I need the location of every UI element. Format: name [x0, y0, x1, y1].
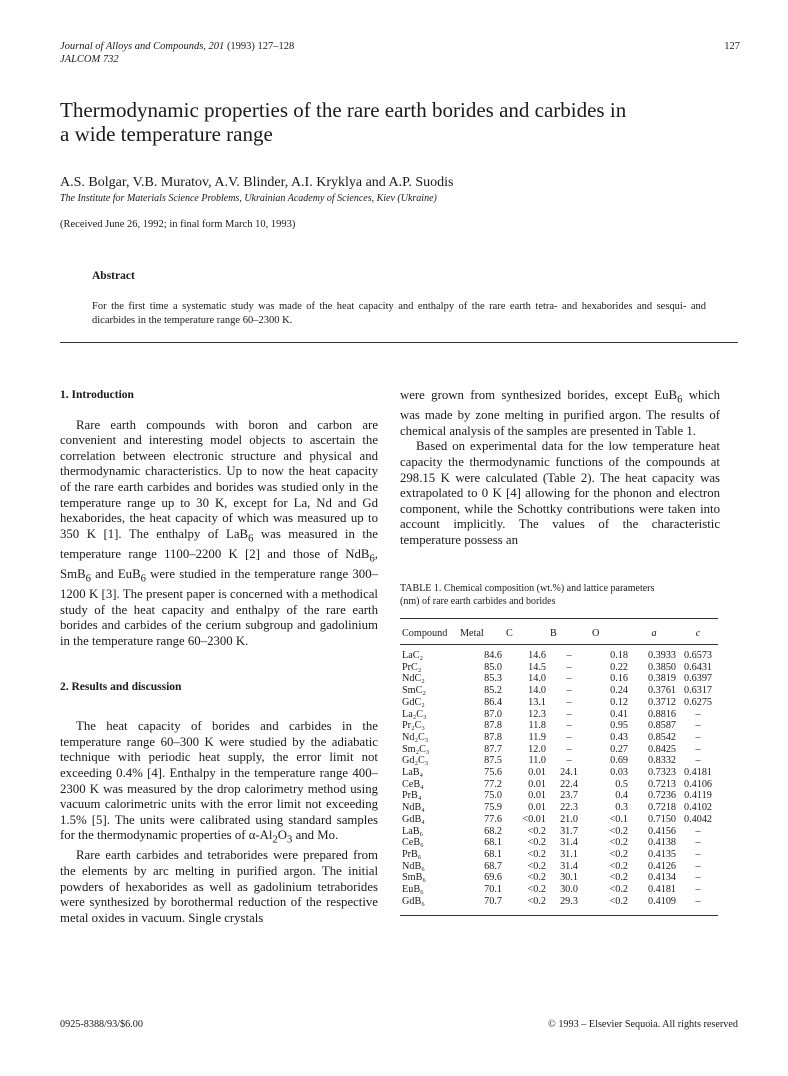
table-cell: <0.2	[609, 884, 628, 896]
table-cell: 0.8587	[647, 720, 676, 732]
results-paragraph: Rare earth carbides and tetraborides were prepared from the elements by arc melting in purified argon. The initial powders of hexaborides as well as gadolinium tetraborides were synthesized by borothermal reduction of the respective metal oxides in vacuum. Single crystals	[60, 848, 378, 925]
table-cell: <0.2	[527, 872, 546, 884]
table-cell: 0.4106	[683, 778, 712, 790]
table-cell: 87.8	[484, 720, 502, 732]
table-row	[400, 779, 718, 791]
composition-table	[400, 624, 718, 907]
table-cell: –	[566, 755, 572, 767]
table-cell: <0.2	[609, 872, 628, 884]
compound-cell: EuB₆	[402, 884, 424, 896]
table-row	[400, 826, 718, 838]
table-row	[400, 697, 718, 709]
table-row	[400, 755, 718, 767]
table-cell: 0.3	[615, 802, 628, 814]
title-line: Thermodynamic properties of the rare earth borides and carbides in	[60, 98, 627, 122]
table-cell: 31.7	[560, 825, 578, 837]
table-cell: 13.1	[528, 696, 546, 708]
table-cell: 21.0	[560, 813, 578, 825]
table-cell: <0.2	[609, 825, 628, 837]
table-row	[400, 732, 718, 744]
table-caption-line: (nm) of rare earth carbides and borides	[400, 596, 556, 607]
table-cell: 0.6431	[683, 661, 712, 673]
table-cell: 0.4042	[683, 813, 712, 825]
compound-cell: NdB₄	[402, 802, 425, 814]
compound-cell: PrB₄	[402, 790, 422, 802]
table-cell: –	[566, 650, 572, 661]
title-line: a wide temperature range	[60, 122, 273, 146]
table-cell: –	[566, 731, 572, 743]
table-cell: 29.3	[560, 895, 578, 907]
table-cell: –	[695, 720, 701, 732]
copyright-notice: © 1993 – Elsevier Sequoia. All rights reserved	[548, 1019, 738, 1030]
results-paragraph: The heat capacity of borides and carbides in the temperature range 60–300 K were studied by the adiabatic technique with periodic heat supply, the error limit not exceeding 0.4% [4]. Enthalpy in the temperature range 400–2300 K was measured by the drop calorimetry method using vacuum calorimetric units with the error limit not exceeding 1.5% [5]. The units were calibrated using standard samples for the thermodynamic properties of $\alpha-Al_2O_3$ and Mo.	[60, 719, 378, 846]
journal-name: Journal of Alloys and Compounds, 201	[60, 41, 225, 52]
table-cell: <0.1	[609, 813, 628, 825]
table-cell: 75.0	[484, 790, 502, 802]
compound-cell: LaB₆	[402, 825, 424, 837]
compound-cell: NdC₂	[402, 673, 425, 685]
table-cell: 23.7	[560, 790, 578, 802]
table-cell: 30.1	[560, 872, 578, 884]
table-cell: 0.4135	[647, 848, 676, 860]
table-cell: 22.4	[560, 778, 578, 790]
table-cell: <0.2	[609, 848, 628, 860]
table-cell: 86.4	[484, 696, 502, 708]
table-row	[400, 884, 718, 896]
table-cell: 0.01	[528, 790, 546, 802]
table-cell: 68.7	[484, 860, 502, 872]
table-cell: 0.4138	[647, 837, 676, 849]
table-cell: –	[695, 743, 701, 755]
table-row	[400, 709, 718, 721]
table-cell: 31.4	[560, 837, 578, 849]
table-cell: 0.4156	[647, 825, 676, 837]
compound-cell: CeB₆	[402, 837, 424, 849]
table-cell: 0.01	[528, 767, 546, 779]
compound-cell: CeB₄	[402, 778, 424, 790]
table-cell: 14.0	[528, 685, 546, 697]
table-row	[400, 837, 718, 849]
table-cell: 0.4181	[683, 767, 712, 779]
table-row	[400, 673, 718, 685]
table-row	[400, 814, 718, 826]
abstract-heading: Abstract	[92, 270, 135, 282]
compound-cell: Nd₂C₃	[402, 731, 429, 743]
table-cell: <0.2	[527, 837, 546, 849]
table-cell: 0.8816	[647, 708, 676, 720]
table-cell: 0.4119	[684, 790, 712, 802]
journal-reference	[60, 40, 294, 53]
table-cell: 0.3850	[647, 661, 676, 673]
table-cell: 75.9	[484, 802, 502, 814]
table-cell: 70.1	[484, 884, 502, 896]
table-cell: 12.3	[528, 708, 546, 720]
compound-cell: GdB₄	[402, 813, 425, 825]
table-cell: –	[695, 731, 701, 743]
table-cell: 0.4126	[647, 860, 676, 872]
table-cell: 68.2	[484, 825, 502, 837]
paper-title	[60, 98, 760, 146]
table-cell: 22.3	[560, 802, 578, 814]
table-cell: 0.12	[610, 696, 628, 708]
compound-cell: LaB₄	[402, 767, 424, 779]
table-cell: –	[695, 884, 701, 896]
affiliation: The Institute for Materials Science Problems, Ukrainian Academy of Sciences, Kiev (Ukraine)	[60, 193, 437, 204]
table-cell: 0.6573	[683, 650, 712, 661]
left-column	[60, 388, 378, 926]
table-cell: 84.6	[484, 650, 502, 661]
col-header: O	[590, 624, 630, 645]
table-cell: 31.1	[560, 848, 578, 860]
table-row	[400, 662, 718, 674]
col-header: C	[504, 624, 548, 645]
compound-cell: GdC₂	[402, 696, 425, 708]
table-cell: 0.8542	[647, 731, 676, 743]
section-heading-results: 2. Results and discussion	[60, 680, 182, 693]
table-cell: –	[695, 837, 701, 849]
table-cell: 11.9	[528, 731, 546, 743]
table-cell: –	[695, 872, 701, 884]
table-cell: 0.4181	[647, 884, 676, 896]
table-cell: 70.7	[484, 895, 502, 907]
table-cell: 0.16	[610, 673, 628, 685]
table-cell: 0.7213	[647, 778, 676, 790]
table-row	[400, 767, 718, 779]
table-cell: 24.1	[560, 767, 578, 779]
table-cell: 85.3	[484, 673, 502, 685]
table-cell: 0.8425	[647, 743, 676, 755]
col-header: Compound	[400, 624, 458, 645]
col-header: B	[548, 624, 590, 645]
table-cell: 0.69	[610, 755, 628, 767]
table-row	[400, 645, 718, 662]
table-cell: 77.6	[484, 813, 502, 825]
abstract-divider	[60, 342, 738, 343]
table-cell: 0.5	[615, 778, 628, 790]
table-cell: –	[695, 895, 701, 907]
journal-year-pages: (1993) 127–128	[226, 41, 295, 52]
jalcom-id: JALCOM 732	[60, 54, 119, 65]
compound-cell: Pr₂C₃	[402, 720, 425, 732]
col-header: a	[630, 624, 678, 645]
table-cell: 14.5	[528, 661, 546, 673]
table-cell: 0.18	[610, 650, 628, 661]
table-row	[400, 896, 718, 908]
table-cell: 85.0	[484, 661, 502, 673]
table-cell: 0.4102	[683, 802, 712, 814]
table-row	[400, 744, 718, 756]
table-cell: 14.0	[528, 673, 546, 685]
compound-cell: Sm₂C₃	[402, 743, 430, 755]
table-cell: 0.3761	[647, 685, 676, 697]
body-paragraph: were grown from synthesized borides, except EuB$_6$ which was made by zone melting in purified argon. The results of chemical analysis of the samples are presented in Table 1.	[400, 388, 720, 438]
table-cell: <0.2	[527, 860, 546, 872]
table-cell: 0.3933	[647, 650, 676, 661]
table-cell: –	[566, 661, 572, 673]
table-cell: 30.0	[560, 884, 578, 896]
table-cell: 0.8332	[647, 755, 676, 767]
table-row	[400, 802, 718, 814]
abstract-text: For the first time a systematic study was made of the heat capacity and enthalpy of the rare earth tetra- and hexaborides and sesqui- and dicarbides in the temperature range 60–2300 K.	[92, 301, 706, 326]
table-cell: <0.2	[609, 895, 628, 907]
compound-cell: PrB₆	[402, 848, 422, 860]
issn-price: 0925-8388/93/$6.00	[60, 1019, 143, 1030]
table-cell: 0.6275	[683, 696, 712, 708]
table-cell: 11.0	[528, 755, 546, 767]
table-cell: 12.0	[528, 743, 546, 755]
col-header: Metal	[458, 624, 504, 645]
table-cell: 75.6	[484, 767, 502, 779]
table-cell: <0.2	[609, 860, 628, 872]
table-cell: –	[695, 860, 701, 872]
table-cell: 0.27	[610, 743, 628, 755]
table-caption	[400, 582, 740, 608]
table-cell: 14.6	[528, 650, 546, 661]
table-cell: 87.7	[484, 743, 502, 755]
table-row	[400, 849, 718, 861]
table-cell: <0.2	[527, 848, 546, 860]
table-row	[400, 720, 718, 732]
compound-cell: SmB₆	[402, 872, 426, 884]
table-cell: 0.4134	[647, 872, 676, 884]
table-cell: –	[566, 696, 572, 708]
col-header: c	[678, 624, 718, 645]
table-row	[400, 861, 718, 873]
table-cell: 0.03	[610, 767, 628, 779]
table-cell: –	[566, 685, 572, 697]
table-cell: –	[566, 743, 572, 755]
compound-cell: GdB₆	[402, 895, 425, 907]
page-number: 127	[724, 41, 740, 52]
table-cell: 0.4109	[647, 895, 676, 907]
table-cell: 0.3712	[647, 696, 676, 708]
table-cell: 0.01	[528, 802, 546, 814]
table-cell: 0.4	[615, 790, 628, 802]
table-cell: 0.41	[610, 708, 628, 720]
compound-cell: LaC₂	[402, 650, 424, 661]
table-cell: 0.6317	[683, 685, 712, 697]
received-dates: (Received June 26, 1992; in final form March 10, 1993)	[60, 219, 296, 230]
table-cell: <0.2	[527, 895, 546, 907]
table-cell: 0.95	[610, 720, 628, 732]
right-column	[400, 388, 720, 548]
table-cell: 0.01	[528, 778, 546, 790]
table-cell: 0.7218	[647, 802, 676, 814]
table-cell: –	[695, 708, 701, 720]
author-list: A.S. Bolgar, V.B. Muratov, A.V. Blinder, A.I. Kryklya and A.P. Suodis	[60, 175, 454, 190]
table-cell: 87.5	[484, 755, 502, 767]
table-cell: 0.43	[610, 731, 628, 743]
table-cell: 0.6397	[683, 673, 712, 685]
table-caption-line: TABLE 1. Chemical composition (wt.%) and lattice parameters	[400, 583, 655, 594]
table-cell: –	[695, 848, 701, 860]
compound-cell: Gd₂C₃	[402, 755, 429, 767]
intro-paragraph: Rare earth compounds with boron and carbon are convenient and interesting model objects to ascertain the correlation between electronic structure and physical and thermodynamic characteristics. Up to now the heat capacity of the rare earth carbides and borides was studied only in the temperature range up to 30 K, except for La, Nd and Gd hexaborides, the heat capacity of which was measured up to 350 K [1]. The enthalpy of LaB$_6$ was measured in the temperature range 1100–2200 K [2] and those of NdB$_6$, SmB$_6$ and EuB$_6$ were studied in the temperature range 300–1200 K [3]. The present paper is concerned with a methodical study of the heat capacity and enthalpy of the rare earth borides and carbides of the cerium subgroup and gadolinium in the temperature range 60–2300 K.	[60, 417, 378, 648]
table-cell: 87.8	[484, 731, 502, 743]
table-cell: 68.1	[484, 848, 502, 860]
section-heading-introduction: 1. Introduction	[60, 389, 134, 401]
table-cell: <0.2	[527, 884, 546, 896]
table-cell: 0.22	[610, 661, 628, 673]
table-cell: <0.01	[522, 813, 546, 825]
table-cell: <0.2	[527, 825, 546, 837]
table-cell: –	[566, 673, 572, 685]
table-cell: –	[566, 720, 572, 732]
table-row	[400, 872, 718, 884]
table-cell: –	[695, 825, 701, 837]
compound-cell: PrC₂	[402, 661, 422, 673]
table-cell: 31.4	[560, 860, 578, 872]
table-cell: 0.7323	[647, 767, 676, 779]
table-row	[400, 685, 718, 697]
table-cell: <0.2	[609, 837, 628, 849]
table-cell: 0.7236	[647, 790, 676, 802]
table-cell: 0.3819	[647, 673, 676, 685]
table-top-rule	[400, 618, 718, 619]
table-header-row	[400, 624, 718, 645]
table-cell: 77.2	[484, 778, 502, 790]
compound-cell: La₂C₃	[402, 708, 427, 720]
table-cell: 85.2	[484, 685, 502, 697]
table-cell: 0.7150	[647, 813, 676, 825]
table-cell: –	[695, 755, 701, 767]
table-cell: 68.1	[484, 837, 502, 849]
table-row	[400, 790, 718, 802]
compound-cell: SmC₂	[402, 685, 426, 697]
table-cell: 11.8	[528, 720, 546, 732]
table-cell: 87.0	[484, 708, 502, 720]
table-cell: 0.24	[610, 685, 628, 697]
table-cell: –	[566, 708, 572, 720]
compound-cell: NdB₆	[402, 860, 425, 872]
body-paragraph: Based on experimental data for the low temperature heat capacity the thermodynamic functions of the compounds at 298.15 K were calculated (Table 2). The heat capacity was extrapolated to 0 K [4] allowing for the phonon and electron component, while the Schottky contributions were taken into account implicitly. The values of the characteristic temperature possess an	[400, 439, 720, 547]
table-bottom-rule	[400, 915, 718, 916]
table-cell: 69.6	[484, 872, 502, 884]
